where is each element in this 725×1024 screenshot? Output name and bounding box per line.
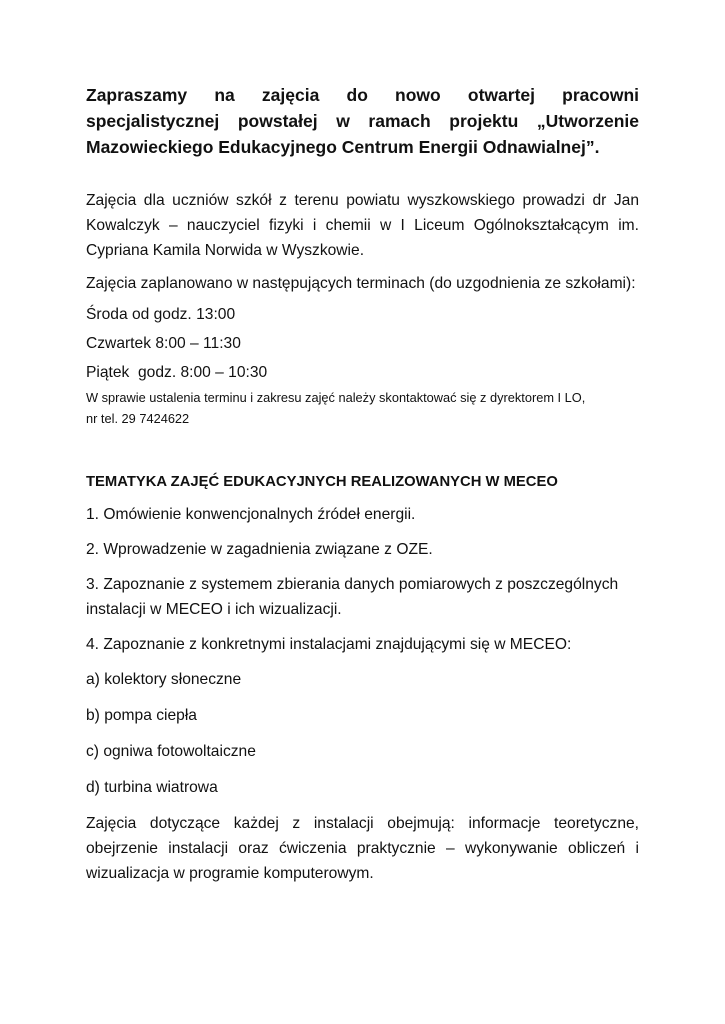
invitation-heading: Zapraszamy na zajęcia do nowo otwartej pracowni specjalistycznej powstałej w ramach projektu „Utworzenie Mazowieckiego Edukacyjnego Centrum Energii Odnawialnej”. [86,85,639,157]
contact-phone: nr tel. 29 7424622 [86,411,190,426]
schedule-intro: Zajęcia zaplanowano w następujących terminach (do uzgodnienia ze szkołami): [86,275,636,292]
topic-item: 2. Wprowadzenie w zagadnienia związane z OZE. [86,541,433,558]
topic-item: 3. Zapoznanie z systemem zbierania danych pomiarowych z poszczególnych instalacji w MECEO i ich wizualizacji. [86,576,619,618]
topics-list [86,502,639,657]
topic-item: 4. Zapoznanie z konkretnymi instalacjami znajdującymi się w MECEO: [86,636,572,653]
schedule-item-wednesday: Środa od godz. 13:00 [86,306,236,323]
schedule-item-friday: Piątek godz. 8:00 – 10:30 [86,364,268,381]
installation-item: a) kolektory słoneczne [86,671,242,688]
intro-paragraph: Zajęcia dla uczniów szkół z terenu powiatu wyszkowskiego prowadzi dr Jan Kowalczyk – nauczyciel fizyki i chemii w I Liceum Ogólnokształcącym im. Cypriana Kamila Norwida w Wyszkowie. [86,192,639,259]
installation-item: d) turbina wiatrowa [86,779,218,796]
schedule-item-thursday: Czwartek 8:00 – 11:30 [86,335,241,352]
installations-list [86,667,639,800]
schedule-list [86,302,639,385]
closing-paragraph: Zajęcia dotyczące każdej z instalacji obejmują: informacje teoretyczne, obejrzenie instalacji oraz ćwiczenia praktycznie – wykonywanie obliczeń i wizualizacja w programie komputerowym. [86,815,639,882]
contact-line: W sprawie ustalenia terminu i zakresu zajęć należy skontaktować się z dyrektorem I LO, [86,390,586,405]
document-page [86,82,639,886]
topic-item: 1. Omówienie konwencjonalnych źródeł energii. [86,506,416,523]
installation-item: b) pompa ciepła [86,707,197,724]
topics-title: TEMATYKA ZAJĘĆ EDUKACYJNYCH REALIZOWANYCH W MECEO [86,474,558,490]
installation-item: c) ogniwa fotowoltaiczne [86,743,256,760]
